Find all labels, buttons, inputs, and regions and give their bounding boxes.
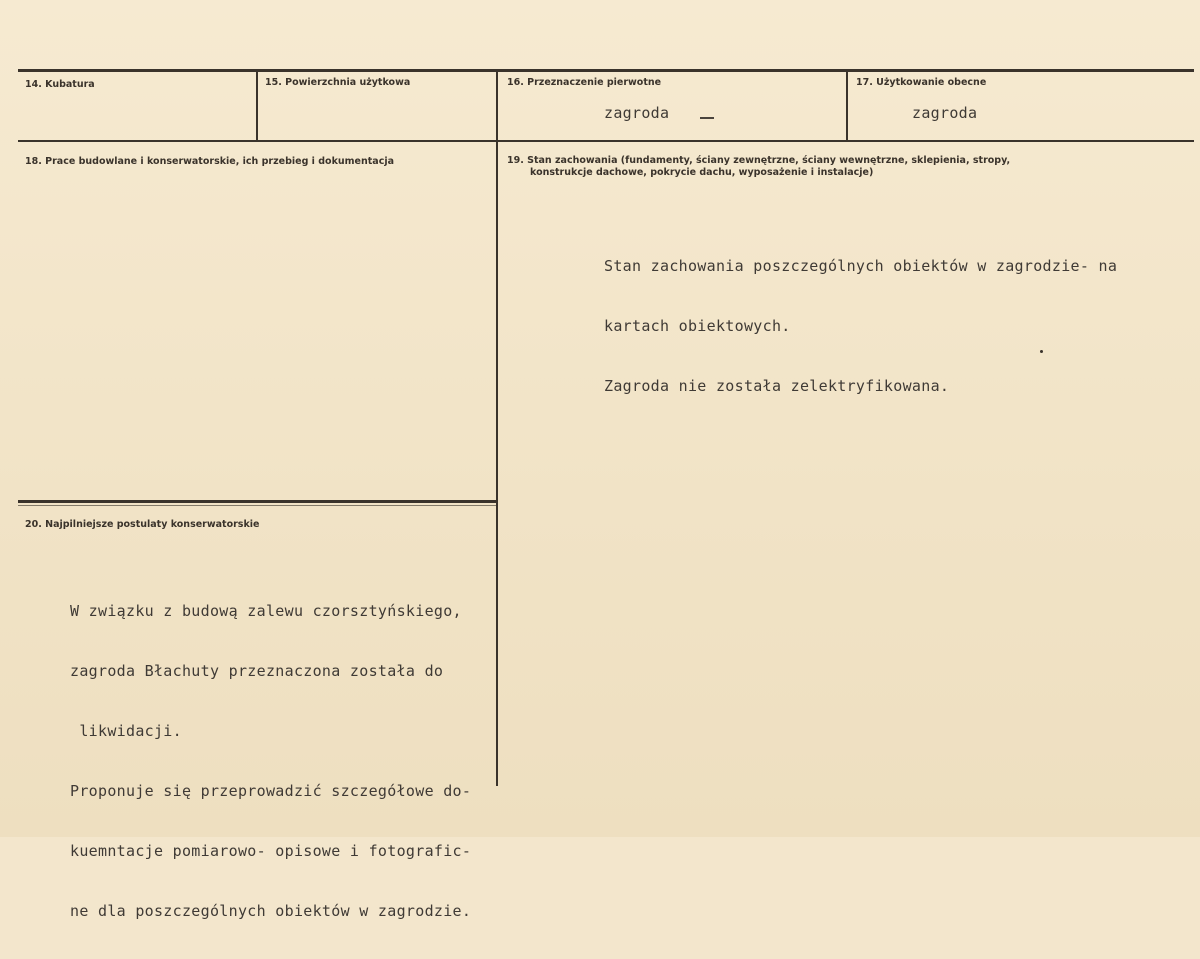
field-17-value: zagroda [912,104,978,122]
field-20-label: 20. Najpilniejsze postulaty konserwatorskie [25,519,260,530]
field-20-line: kuemntacje pomiarowo- opisowe i fotografic- [70,842,472,860]
section-divider-rule [18,500,496,503]
col-divider-14-15 [256,70,258,141]
ink-dot [1040,350,1043,353]
col-divider-16-17 [846,70,848,141]
field-20-line: ne dla poszczególnych obiektów w zagrodzie. [70,902,472,920]
field-18-label: 18. Prace budowlane i konserwatorskie, ich przebieg i dokumentacja [25,156,395,167]
field-17-label: 17. Użytkowanie obecne [856,77,987,88]
field-14-label: 14. Kubatura [25,79,95,90]
field-20-line: W związku z budową zalewu czorsztyńskiego, [70,602,462,620]
field-20-line: Proponuje się przeprowadzić szczegółowe do- [70,782,472,800]
field-19-line: kartach obiektowych. [604,317,791,335]
dash-mark [700,117,714,119]
field-19-label-line1: 19. Stan zachowania (fundamenty, ściany zewnętrzne, ściany wewnętrzne, sklepienia, stropy, [507,155,1011,166]
field-15-label: 15. Powierzchnia użytkowa [265,77,411,88]
top-rule [18,69,1194,72]
field-20-line: likwidacji. [70,722,182,740]
field-19-label-line2: konstrukcje dachowe, pokrycie dachu, wyposażenie i instalacje) [530,167,874,178]
section-divider-rule-2 [18,505,496,506]
col-divider-main [496,70,498,786]
field-16-label: 16. Przeznaczenie pierwotne [507,77,662,88]
field-16-value: zagroda [604,104,670,122]
field-19-text [604,218,1117,434]
field-20-text [70,563,471,959]
row1-bottom-rule [18,140,1194,142]
field-19-line: Stan zachowania poszczególnych obiektów w zagrodzie- na [604,257,1118,275]
field-20-line: zagroda Błachuty przeznaczona została do [70,662,444,680]
field-19-line: Zagroda nie została zelektryfikowana. [604,377,950,395]
